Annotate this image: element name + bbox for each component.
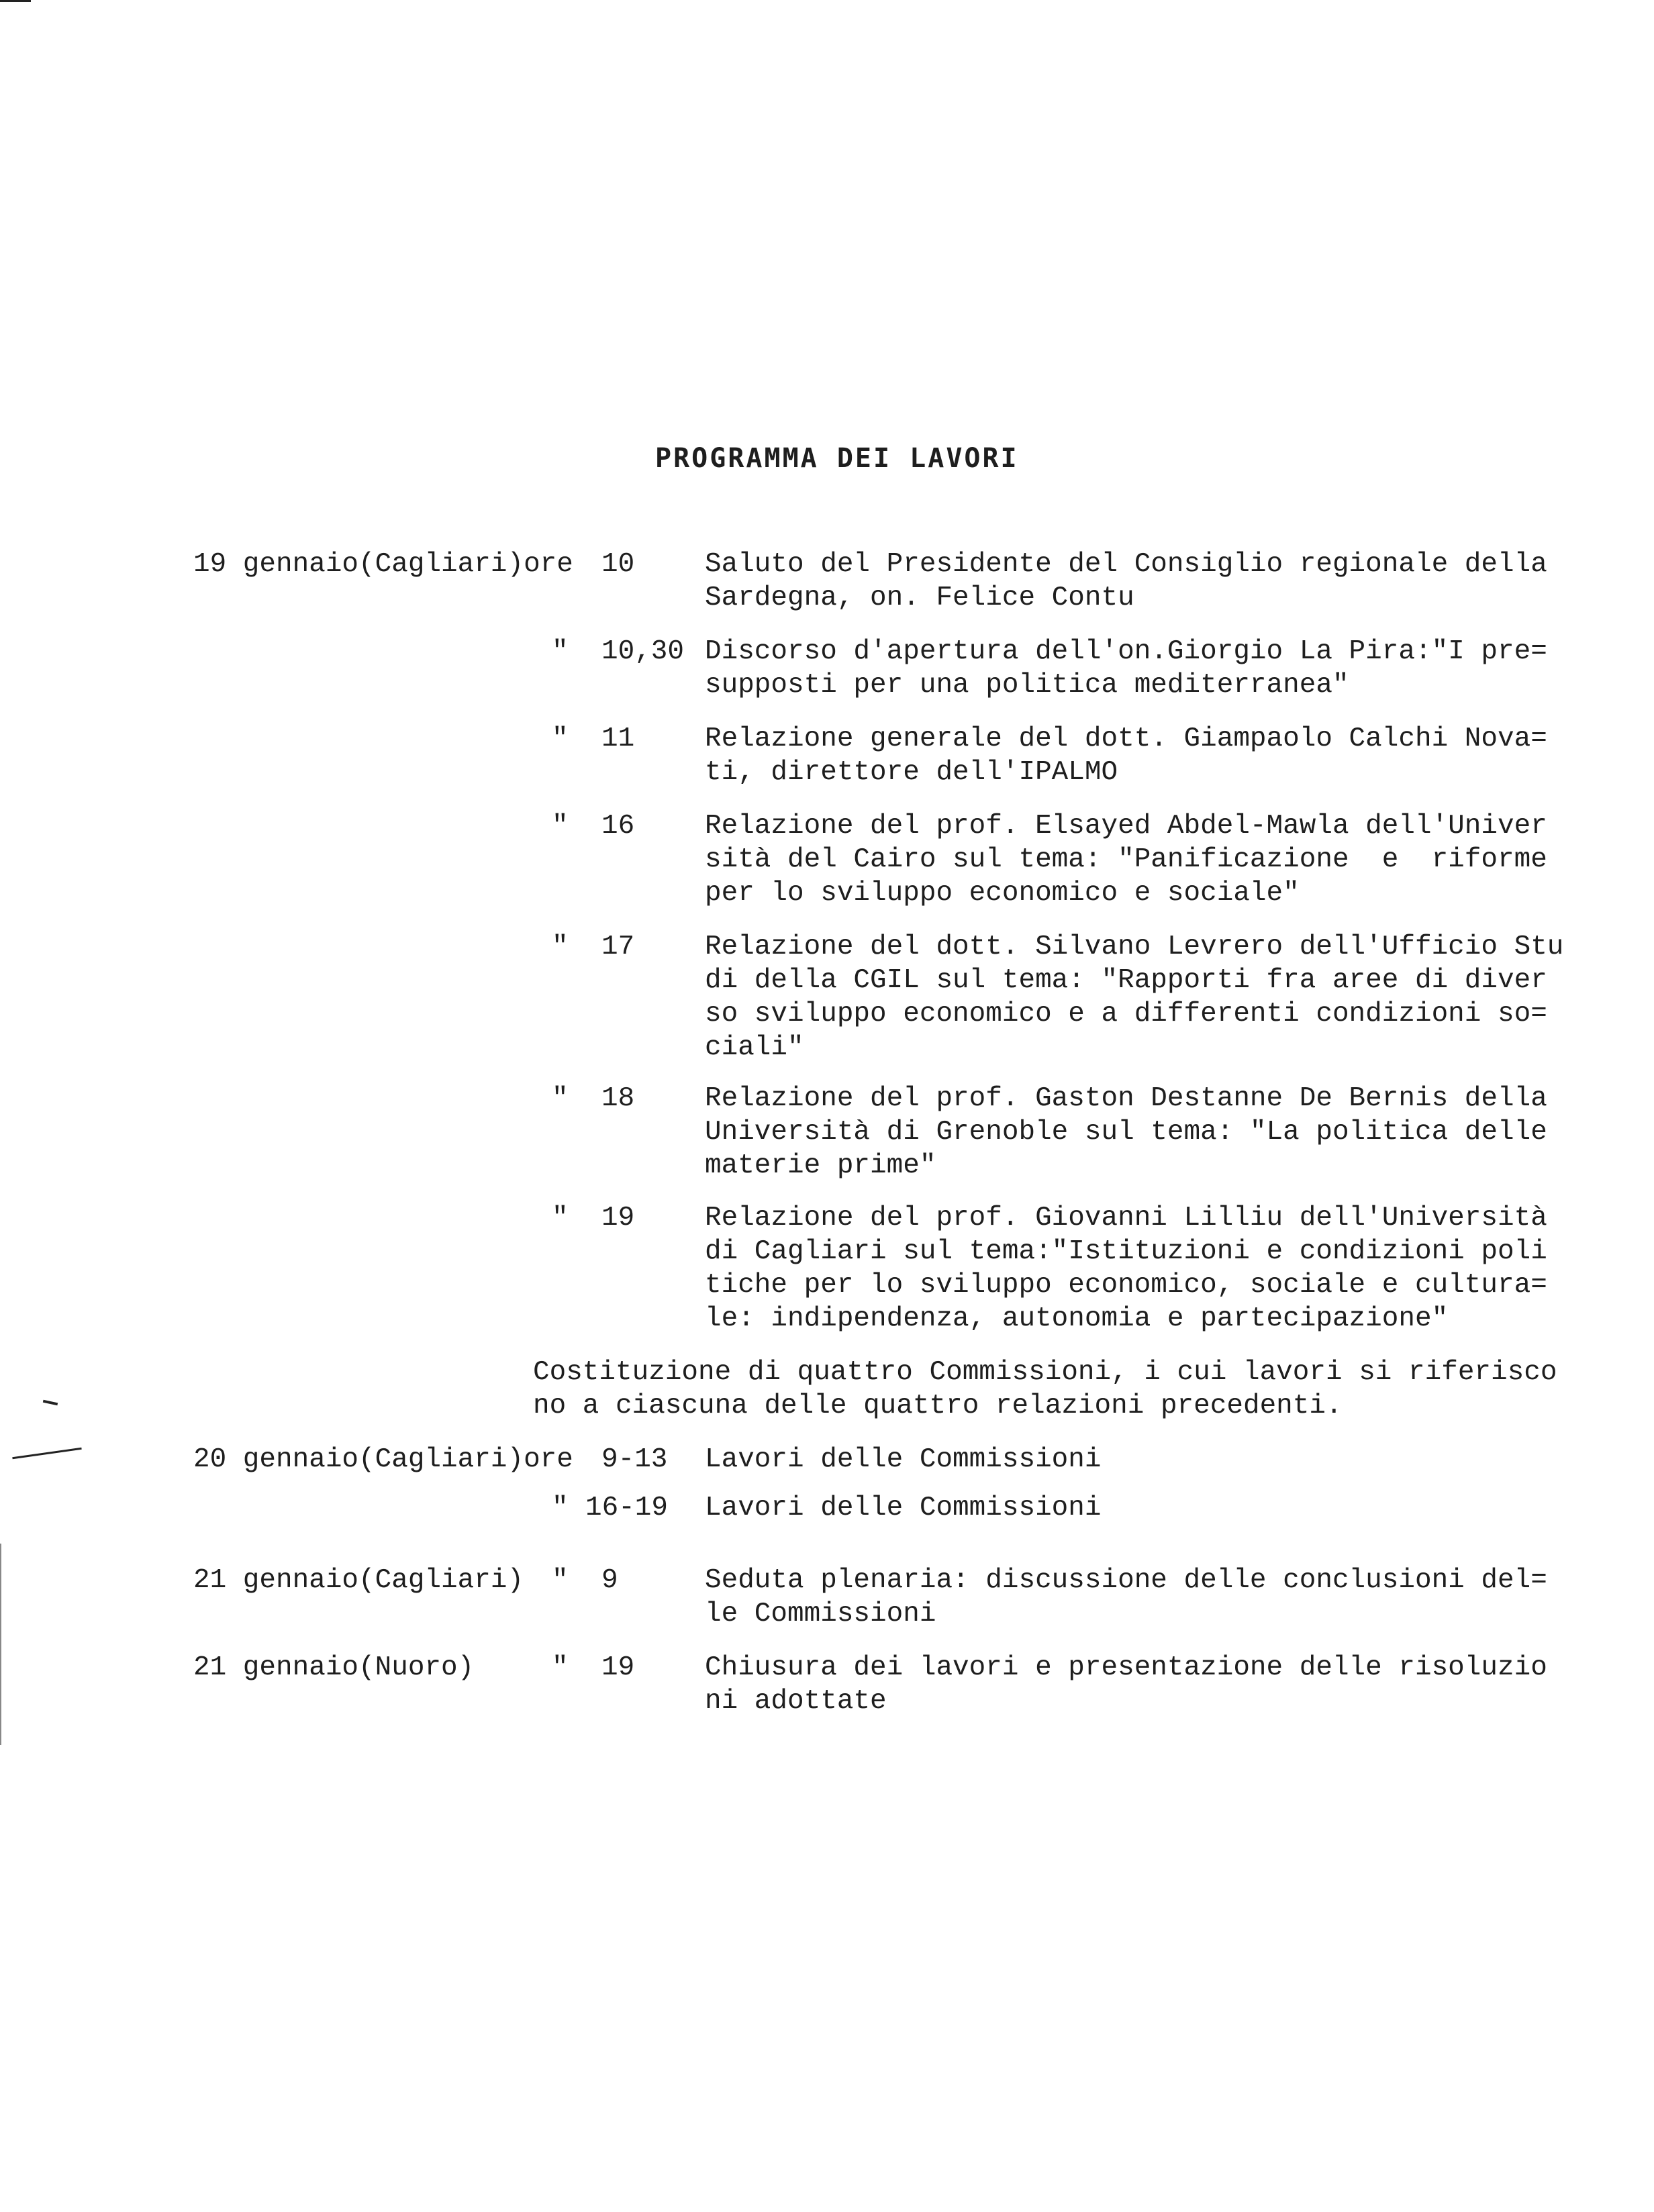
entry-description-line: so sviluppo economico e a differenti condizioni so= [705,999,1547,1029]
entry-date: 21 gennaio(Nuoro) [193,1652,475,1683]
entry-description-line: Lavori delle Commissioni [705,1493,1102,1523]
entry-description-line: Discorso d'apertura dell'on.Giorgio La Pira:"I pre= [705,636,1547,667]
ditto-mark: " [552,811,569,842]
entry-time: 10 [601,549,635,580]
scan-mark [43,1400,58,1405]
ditto-mark: " [552,636,569,667]
entry-time: 19 [601,1203,635,1234]
entry-time: 11 [601,723,635,754]
ditto-mark: " [552,1083,569,1114]
entry-description-line: Sardegna, on. Felice Contu [705,583,1134,613]
entry-description-line: Saluto del Presidente del Consiglio regionale della [705,549,1547,580]
entry-description-line: Relazione del prof. Gaston Destanne De Bernis della [705,1083,1547,1114]
entry-description-line: per lo sviluppo economico e sociale" [705,878,1300,909]
ditto-mark: " [552,1565,569,1596]
entry-date: 19 gennaio(Cagliari)ore [193,549,573,580]
note-line: Costituzione di quattro Commissioni, i cui lavori si riferisco [533,1357,1557,1388]
entry-description-line: Seduta plenaria: discussione delle conclusioni del= [705,1565,1547,1596]
entry-description-line: ciali" [705,1032,804,1063]
scan-mark [0,0,31,2]
entry-description-line: di Cagliari sul tema:"Istituzioni e condizioni poli [705,1236,1547,1267]
entry-description-line: Relazione del prof. Elsayed Abdel-Mawla dell'Univer [705,811,1547,842]
ditto-mark: " [552,723,569,754]
entry-description-line: Chiusura dei lavori e presentazione delle risoluzio [705,1652,1547,1683]
entry-description-line: ti, direttore dell'IPALMO [705,757,1118,788]
entry-time: 9-13 [601,1444,668,1475]
entry-description-line: sità del Cairo sul tema: "Panificazione e riforme [705,844,1547,875]
entry-description-line: tiche per lo sviluppo economico, sociale e cultura= [705,1270,1547,1301]
ditto-mark: " [552,1652,569,1683]
entry-description-line: di della CGIL sul tema: "Rapporti fra aree di diver [705,965,1547,996]
entry-time: 16-19 [585,1493,669,1523]
entry-time: 18 [601,1083,635,1114]
entry-description-line: Università di Grenoble sul tema: "La politica delle [705,1117,1547,1148]
entry-description-line: le: indipendenza, autonomia e partecipazione" [705,1303,1449,1334]
entry-date: 21 gennaio(Cagliari) [193,1565,524,1596]
entry-description-line: le Commissioni [705,1599,936,1629]
note-line: no a ciascuna delle quattro relazioni precedenti. [533,1391,1343,1421]
page-title: PROGRAMMA DEI LAVORI [655,443,1019,474]
ditto-mark: " [552,1203,569,1234]
scan-mark [0,1544,1,1745]
entry-description-line: Relazione generale del dott. Giampaolo Calchi Nova= [705,723,1547,754]
entry-description-line: materie prime" [705,1150,936,1181]
ditto-mark: " [552,932,569,962]
entry-description-line: supposti per una politica mediterranea" [705,670,1349,701]
entry-time: 10,30 [601,636,685,667]
entry-time: 9 [601,1565,618,1596]
entry-time: 16 [601,811,635,842]
scan-mark [12,1448,81,1459]
entry-description-line: Relazione del dott. Silvano Levrero dell'Ufficio Stu [705,932,1564,962]
entry-description-line: Relazione del prof. Giovanni Lilliu dell'Università [705,1203,1547,1234]
entry-description-line: ni adottate [705,1686,887,1717]
entry-time: 17 [601,932,635,962]
entry-date: 20 gennaio(Cagliari)ore [193,1444,573,1475]
entry-time: 19 [601,1652,635,1683]
entry-description-line: Lavori delle Commissioni [705,1444,1102,1475]
ditto-mark: " [552,1493,569,1523]
